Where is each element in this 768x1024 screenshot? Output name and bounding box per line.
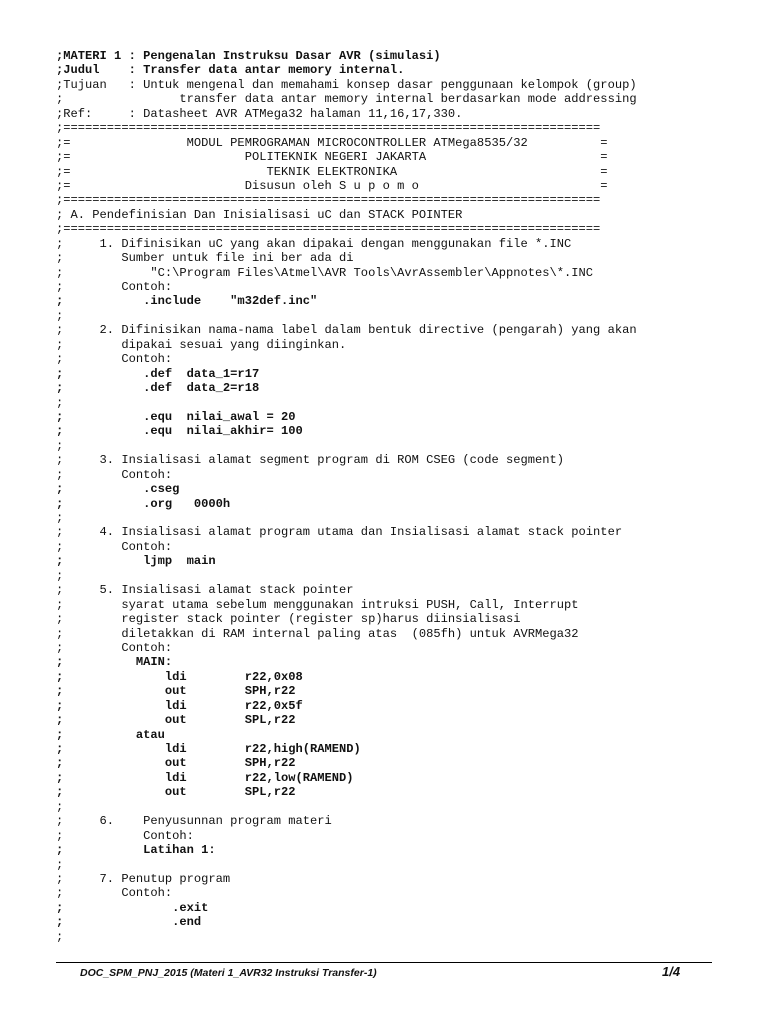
code-line: ;==========================================================================: [56, 121, 601, 136]
footer-divider: [56, 962, 712, 963]
code-line: ;: [56, 799, 64, 814]
code-line: ; out SPL,r22: [56, 785, 296, 800]
code-line: ; .def data_2=r18: [56, 381, 260, 396]
code-line: ; out SPH,r22: [56, 756, 296, 771]
code-line: ; "C:\Program Files\Atmel\AVR Tools\AvrAssembler\Appnotes\*.INC: [56, 265, 594, 280]
code-line: ; diletakkan di RAM internal paling atas (085fh) untuk AVRMega32: [56, 626, 579, 641]
code-line: ;Ref: : Datasheet AVR ATMega32 halaman 11,16,17,330.: [56, 106, 463, 121]
code-line: ;: [56, 929, 64, 944]
code-line: ; 6. Penyusunnan program materi: [56, 814, 332, 829]
code-line: ; syarat utama sebelum menggunakan intruksi PUSH, Call, Interrupt: [56, 597, 579, 612]
code-line: ; .equ nilai_awal = 20: [56, 409, 296, 424]
code-line: ;Judul : Transfer data antar memory internal.: [56, 63, 405, 78]
code-line: ;: [56, 568, 64, 583]
code-line: ;: [56, 511, 64, 525]
code-line: ; ljmp main: [56, 554, 216, 569]
code-line: ; 5. Insialisasi alamat stack pointer: [56, 583, 354, 598]
code-line: ;= TEKNIK ELEKTRONIKA =: [56, 164, 608, 179]
code-line: ; out SPL,r22: [56, 713, 296, 728]
code-line: ;= MODUL PEMROGRAMAN MICROCONTROLLER ATMega8535/32 =: [56, 135, 608, 150]
code-line: ; Contoh:: [56, 886, 173, 901]
code-line: ; register stack pointer (register sp)harus diinsialisasi: [56, 612, 521, 627]
code-line: ; .cseg: [56, 482, 180, 497]
code-line: ;MATERI 1 : Pengenalan Instruksu Dasar AVR (simulasi): [56, 49, 441, 63]
code-line: ;==========================================================================: [56, 222, 601, 237]
code-line: ; Sumber untuk file ini ber ada di: [56, 251, 354, 266]
code-line: ; transfer data antar memory internal berdasarkan mode addressing: [56, 92, 637, 107]
code-line: ;: [56, 438, 64, 453]
code-line: ; dipakai sesuai yang diinginkan.: [56, 337, 347, 352]
code-line: ;==========================================================================: [56, 193, 601, 208]
code-line: ;Tujuan : Untuk mengenal dan memahami konsep dasar penggunaan kelompok (group): [56, 77, 637, 92]
code-line: ; 4. Insialisasi alamat program utama dan Insialisasi alamat stack pointer: [56, 525, 623, 540]
code-line: ; .include "m32def.inc": [56, 294, 318, 309]
code-line: ; 1. Difinisikan uC yang akan dipakai dengan menggunakan file *.INC: [56, 236, 572, 251]
footer-doc-label: DOC_SPM_PNJ_2015 (Materi 1_AVR32 Instruksi Transfer-1): [80, 967, 377, 979]
code-line: ; Contoh:: [56, 467, 173, 482]
code-listing: [56, 49, 756, 944]
code-line: ; out SPH,r22: [56, 684, 296, 699]
code-line: ; .equ nilai_akhir= 100: [56, 424, 303, 439]
page-number: 1/4: [662, 964, 681, 979]
code-line: ; ldi r22,0x5f: [56, 698, 303, 713]
code-line: ; atau: [56, 727, 165, 742]
code-line: ; .end: [56, 915, 202, 930]
code-line: ;: [56, 395, 64, 410]
code-line: ; .def data_1=r17: [56, 366, 260, 381]
code-line: ; Contoh:: [56, 828, 194, 843]
code-line: ;: [56, 308, 64, 323]
code-line: ; ldi r22,low(RAMEND): [56, 770, 354, 785]
code-line: ; Latihan 1:: [56, 843, 216, 858]
code-line: ; 3. Insialisasi alamat segment program di ROM CSEG (code segment): [56, 453, 565, 468]
code-line: ; 2. Difinisikan nama-nama label dalam bentuk directive (pengarah) yang akan: [56, 323, 637, 338]
code-line: ; .exit: [56, 900, 209, 915]
code-line: ; Contoh:: [56, 280, 173, 294]
code-line: ; Contoh:: [56, 352, 173, 367]
code-line: ;= Disusun oleh S u p o m o =: [56, 178, 608, 193]
code-line: ; 7. Penutup program: [56, 871, 231, 886]
code-line: ; ldi r22,high(RAMEND): [56, 742, 361, 756]
code-line: ; ldi r22,0x08: [56, 669, 303, 684]
code-line: ;= POLITEKNIK NEGERI JAKARTA =: [56, 150, 608, 165]
code-line: ; A. Pendefinisian Dan Inisialisasi uC dan STACK POINTER: [56, 207, 463, 222]
code-line: ; .org 0000h: [56, 496, 231, 511]
code-line: ;: [56, 857, 64, 872]
code-line: ; MAIN:: [56, 655, 173, 670]
code-line: ; Contoh:: [56, 640, 173, 655]
code-line: ; Contoh:: [56, 539, 173, 554]
